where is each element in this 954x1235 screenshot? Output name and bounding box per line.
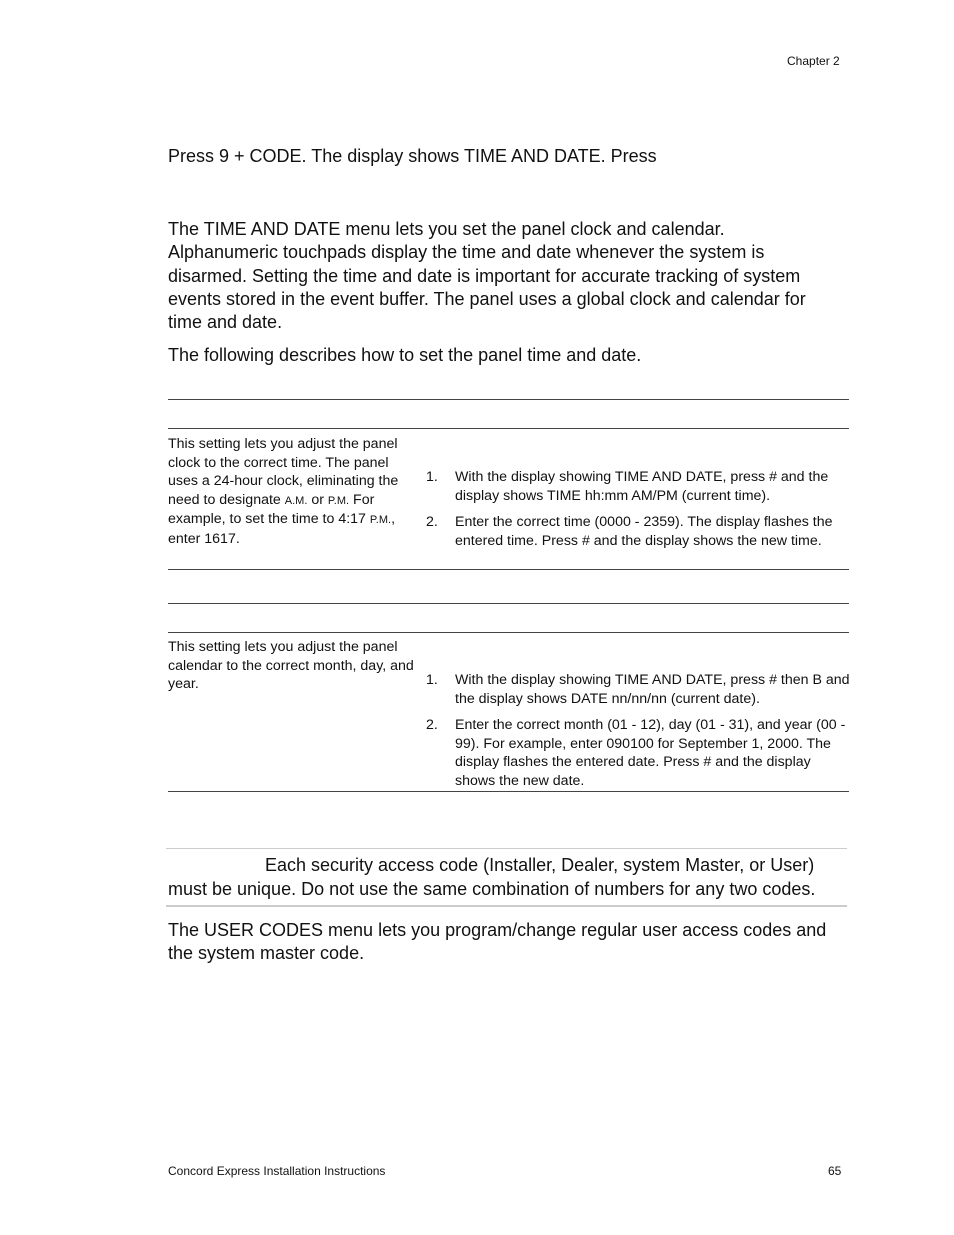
date-step [426,716,850,790]
step-text: With the display showing TIME AND DATE, press # then B and the display shows DATE nn/nn/nn (current date). [455,672,850,707]
time-date-lead-in: The following describes how to set the panel time and date. [168,345,642,365]
step-number: 1. [426,672,438,688]
or-text: or [307,491,328,508]
time-desc-part1: This setting lets you adjust the panel clock to the correct time. The panel uses a 24-hour clock, eliminating the need to designate [168,436,399,508]
time-section-rule-header [168,428,849,429]
date-steps [426,671,850,799]
time-steps [426,468,850,558]
intro-line: Press 9 + CODE. The display shows TIME AND DATE. Press [168,146,657,166]
note-text: Each security access code (Installer, Dealer, system Master, or User) must be unique. Do not use the same combination of numbers for any two codes. [168,855,816,899]
time-desc-part3: , enter 1617. [168,511,396,547]
date-step [426,671,850,708]
time-date-overview: The TIME AND DATE menu lets you set the panel clock and calendar. Alphanumeric touchpads display the time and date whenever the system is disarmed. Setting the time and date is important for accurate tracking of system events stored in the event buffer. The panel uses a global clock and calendar for time and date. [168,219,806,333]
note-box [166,848,847,907]
page-number: 65 [828,1164,842,1178]
pm-abbrev: P.M. [327,494,350,507]
time-section-rule-top [168,399,849,400]
step-text: With the display showing TIME AND DATE, press # and the display shows TIME hh:mm AM/PM (current time). [455,469,829,504]
time-step [426,468,850,505]
pm-abbrev-2: P.M. [369,514,392,527]
user-codes-overview: The USER CODES menu lets you program/change regular user access codes and the system master code. [168,920,827,964]
step-text: Enter the correct month (01 - 12), day (01 - 31), and year (00 - 99). For example, enter 090100 for September 1, 2000. The display flashes the entered date. Press # and the display shows the new date. [455,717,846,789]
date-section-rule-header [168,632,849,633]
time-step [426,513,850,550]
am-abbrev: A.M. [284,494,308,507]
step-number: 2. [426,514,438,531]
chapter-label: Chapter 2 [787,54,840,68]
step-text: Enter the correct time (0000 - 2359). The display flashes the entered time. Press # and the display shows the new time. [455,514,833,549]
step-number: 1. [426,469,438,485]
footer-title: Concord Express Installation Instructions [168,1164,386,1178]
time-desc-part2: For example, to set the time to 4:17 [168,491,375,528]
step-number: 2. [426,717,438,734]
time-description [168,435,416,549]
time-section-rule-bottom [168,569,849,570]
date-description: This setting lets you adjust the panel calendar to the correct month, day, and year. [168,639,414,693]
date-section-rule-top [168,603,849,604]
date-section-rule-bottom [168,791,849,792]
